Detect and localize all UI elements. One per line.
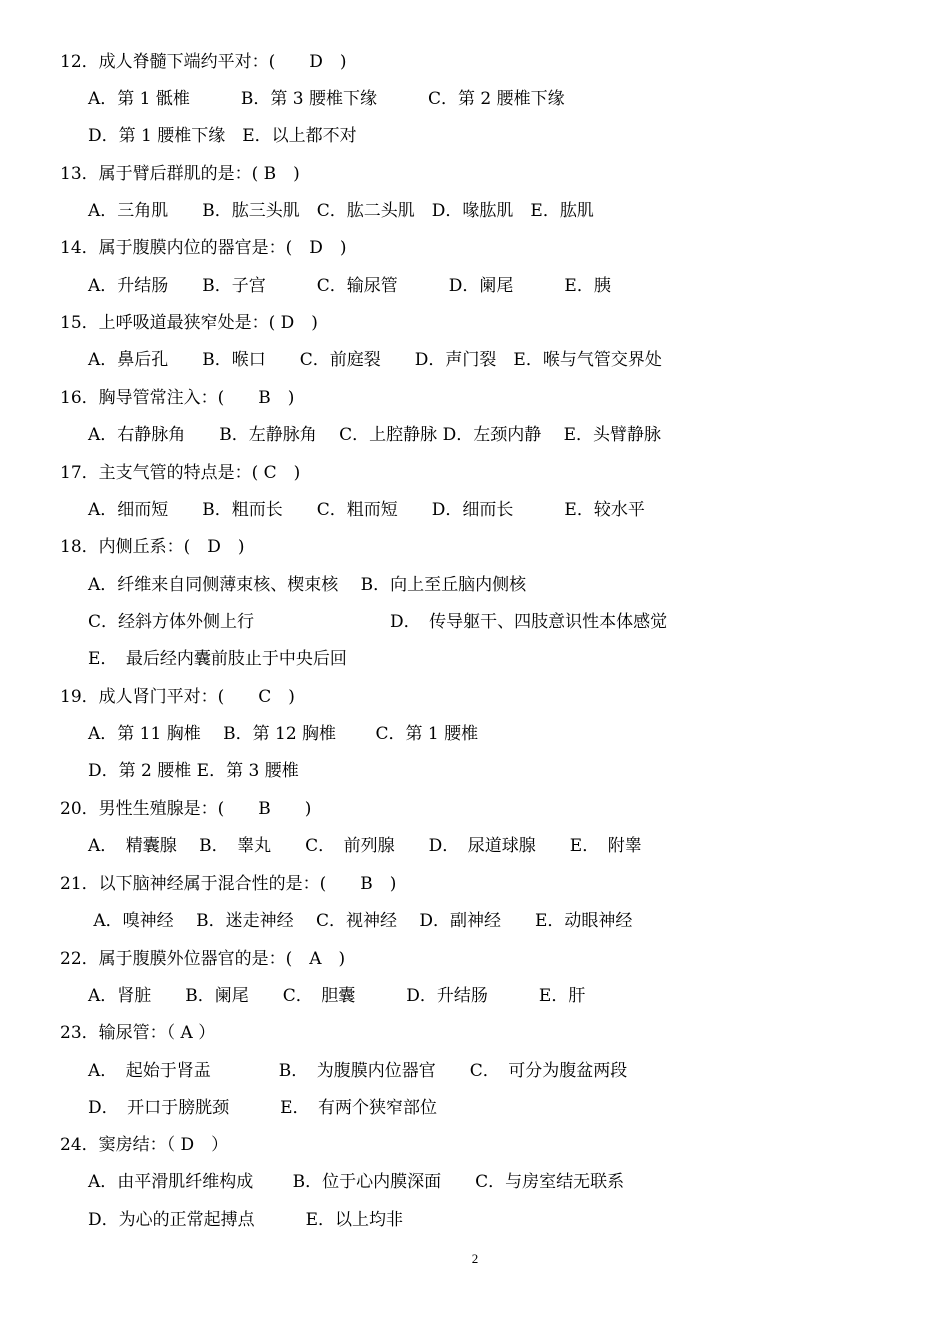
question-stem: 23．输尿管：（ A ） [60, 1023, 216, 1043]
question-options: A．细而短 B．粗而长 C．粗而短 D．细而长 E．较水平 [88, 500, 645, 520]
question-options: C．经斜方体外侧上行 D． 传导躯干、四肢意识性本体感觉 [88, 612, 668, 632]
question-stem: 12．成人脊髓下端约平对：( D ) [60, 52, 347, 72]
page-number: 2 [471, 1251, 479, 1266]
question-stem: 13．属于臂后群肌的是：( B ) [60, 164, 300, 184]
question-options: D．第 2 腰椎 E．第 3 腰椎 [88, 761, 299, 781]
question-options: A．鼻后孔 B．喉口 C．前庭裂 D．声门裂 E．喉与气管交界处 [88, 350, 662, 370]
question-options: A．右静脉角 B．左静脉角 C．上腔静脉 D．左颈内静 E．头臂静脉 [88, 425, 662, 445]
question-stem: 24．窦房结：（ D ） [60, 1135, 229, 1155]
question-options: D．第 1 腰椎下缘 E．以上都不对 [88, 126, 357, 146]
question-stem: 21．以下脑神经属于混合性的是：( B ) [60, 874, 397, 894]
question-stem: 20．男性生殖腺是：( B ) [60, 799, 312, 819]
question-options: E． 最后经内囊前肢止于中央后回 [88, 649, 347, 669]
question-stem: 18．内侧丘系：( D ) [60, 537, 245, 557]
question-options: A．嗅神经 B．迷走神经 C．视神经 D．副神经 E．动眼神经 [88, 911, 633, 931]
question-stem: 16．胸导管常注入：( B ) [60, 388, 295, 408]
question-stem: 22．属于腹膜外位器官的是：( A ) [60, 949, 346, 969]
question-stem: 14．属于腹膜内位的器官是：( D ) [60, 238, 347, 258]
question-options: A．肾脏 B．阑尾 C． 胆囊 D．升结肠 E．肝 [88, 986, 586, 1006]
question-options: D． 开口于膀胱颈 E． 有两个狭窄部位 [88, 1098, 438, 1118]
question-options: A．第 11 胸椎 B．第 12 胸椎 C．第 1 腰椎 [88, 724, 479, 744]
question-options: A．升结肠 B．子宫 C．输尿管 D．阑尾 E．胰 [88, 276, 611, 296]
question-options: A．第 1 骶椎 B．第 3 腰椎下缘 C．第 2 腰椎下缘 [88, 89, 565, 109]
question-options: A． 起始于肾盂 B． 为腹膜内位器官 C． 可分为腹盆两段 [88, 1061, 628, 1081]
question-options: A．纤维来自同侧薄束核、楔束核 B．向上至丘脑内侧核 [88, 575, 527, 595]
question-options: D．为心的正常起搏点 E．以上均非 [88, 1210, 404, 1230]
question-options: A．三角肌 B．肱三头肌 C．肱二头肌 D．喙肱肌 E．肱肌 [88, 201, 594, 221]
question-stem: 19．成人肾门平对：( C ) [60, 687, 295, 707]
question-options: A． 精囊腺 B． 睾丸 C． 前列腺 D． 尿道球腺 E． 附睾 [88, 836, 642, 856]
question-options: A．由平滑肌纤维构成 B．位于心内膜深面 C．与房室结无联系 [88, 1172, 625, 1192]
question-stem: 17．主支气管的特点是：( C ) [60, 463, 301, 483]
question-stem: 15．上呼吸道最狭窄处是：( D ) [60, 313, 318, 333]
